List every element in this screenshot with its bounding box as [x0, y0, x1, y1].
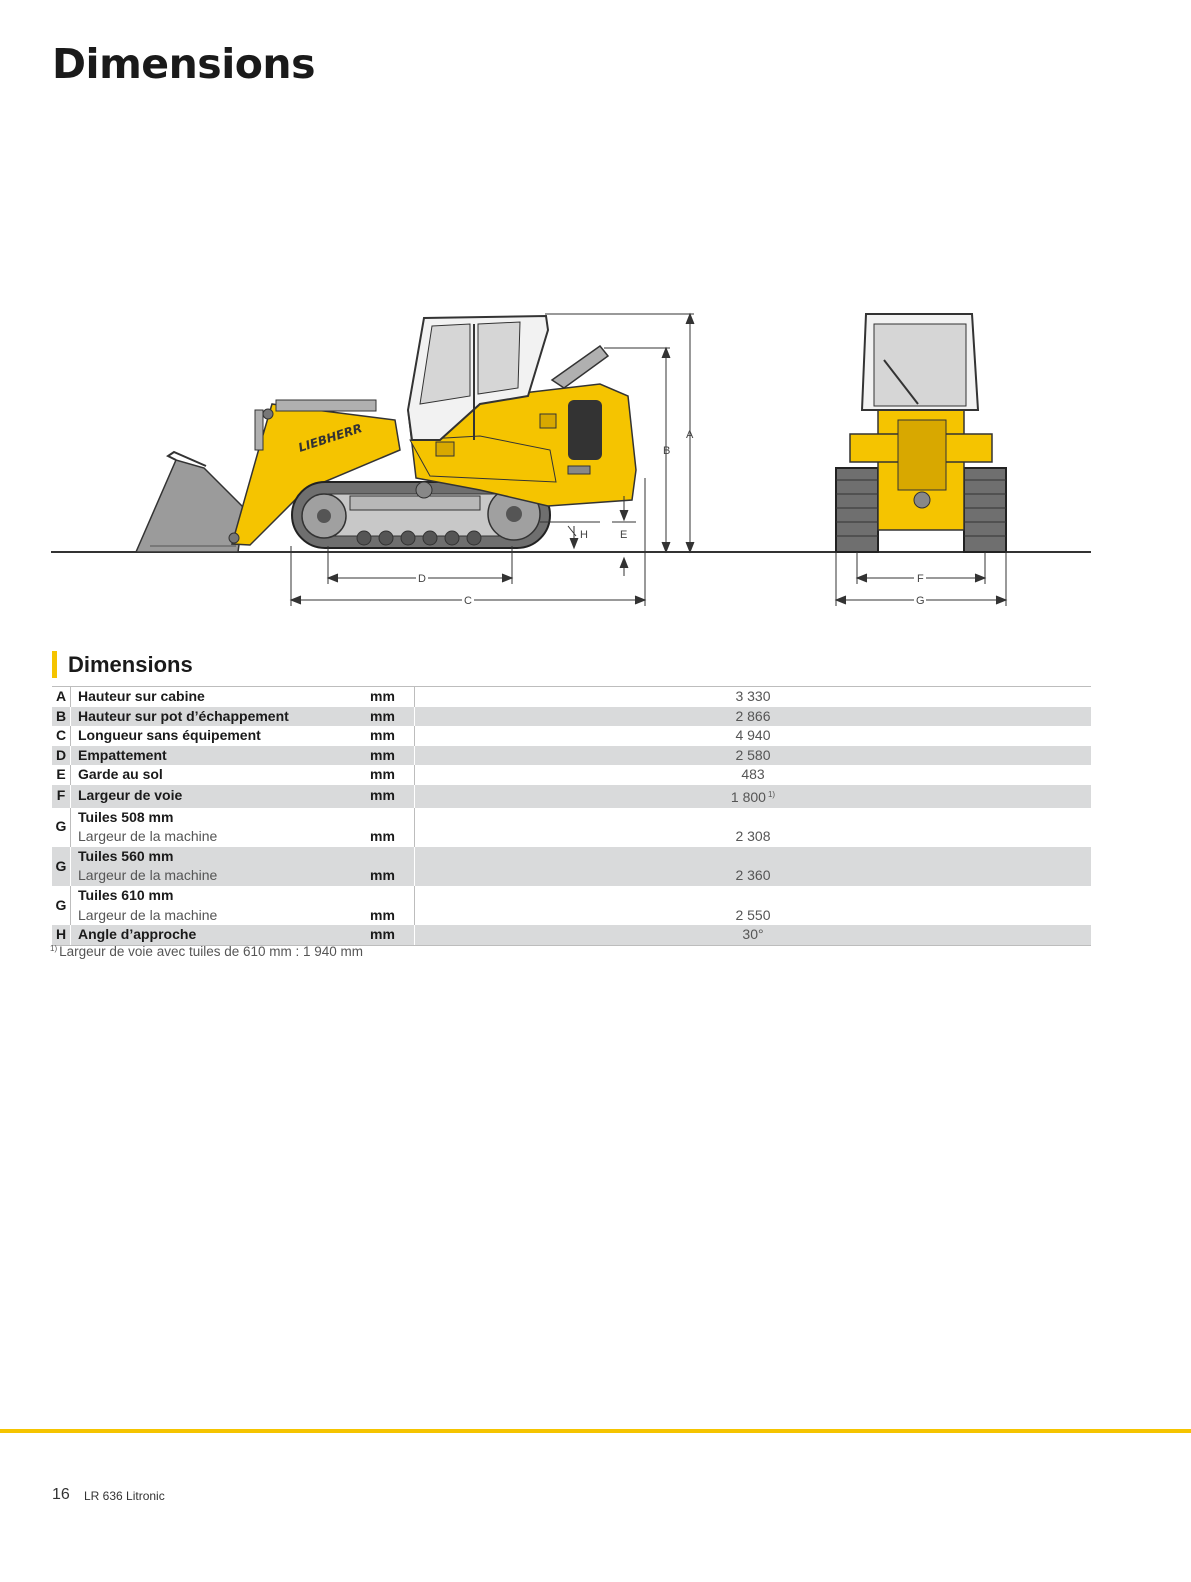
dim-letter-e: E — [620, 529, 628, 541]
row-code: A — [52, 687, 71, 707]
left-track — [836, 468, 878, 552]
row-code: C — [52, 726, 71, 746]
row-value: 2 580 — [415, 746, 1092, 766]
row-label: Hauteur sur cabine — [78, 688, 205, 704]
table-row — [52, 765, 1091, 785]
row-code: F — [52, 785, 71, 808]
table-row — [52, 707, 1091, 727]
page-title: Dimensions — [52, 40, 316, 88]
row-label-main: Tuiles 508 mm — [78, 808, 174, 825]
row-sublabel: Largeur de la machine — [78, 867, 218, 884]
row-code: D — [52, 746, 71, 766]
row-code: E — [52, 765, 71, 785]
table-row — [52, 785, 1091, 808]
row-code: H — [52, 925, 71, 945]
row-label — [71, 886, 371, 925]
row-value: 3 330 — [735, 688, 771, 704]
row-label: Angle d’approche — [71, 925, 371, 945]
table-row — [52, 746, 1091, 766]
page-number: 16 — [52, 1486, 70, 1503]
dim-letter-h: H — [580, 529, 588, 541]
row-unit: mm — [370, 746, 415, 766]
row-sublabel: Largeur de la machine — [78, 828, 218, 845]
row-unit: mm — [370, 808, 415, 847]
row-unit: mm — [370, 726, 415, 746]
row-unit: mm — [370, 925, 415, 945]
row-code: G — [52, 808, 71, 847]
row-unit: mm — [370, 886, 415, 925]
footnote-ref: 1) — [767, 789, 776, 799]
row-unit: mm — [370, 707, 415, 727]
table-row — [52, 808, 1091, 847]
row-label-main: Tuiles 560 mm — [78, 847, 174, 864]
table-row — [52, 925, 1091, 945]
row-label — [71, 847, 371, 886]
loader-side-view — [136, 316, 636, 552]
row-value: 2 550 — [735, 906, 771, 923]
row-label: Longueur sans équipement — [78, 727, 261, 744]
table-row — [52, 726, 1091, 746]
row-value: 4 940 — [735, 727, 771, 744]
brand-logo-text: LIEBHERR — [296, 421, 364, 455]
row-value: 2 866 — [415, 707, 1092, 727]
footnote — [50, 944, 363, 959]
exhaust-pipe — [552, 346, 608, 388]
dim-letter-d: D — [418, 573, 426, 585]
heading-accent-bar — [52, 651, 57, 678]
row-code: G — [52, 847, 71, 886]
row-value: 30° — [415, 925, 1092, 945]
table-row — [52, 886, 1091, 925]
footer-rule — [0, 1429, 1191, 1433]
footer-product-name: LR 636 Litronic — [84, 1489, 165, 1503]
row-code: G — [52, 886, 71, 925]
row-unit: mm — [370, 765, 415, 785]
row-label: Empattement — [71, 746, 371, 766]
dimension-drawing — [0, 300, 1191, 620]
row-value — [415, 785, 1092, 808]
row-value: 483 — [741, 766, 765, 783]
row-sublabel: Largeur de la machine — [78, 906, 218, 923]
dim-letter-a: A — [686, 429, 694, 441]
row-unit: mm — [370, 687, 415, 707]
bucket-shape — [136, 460, 244, 552]
table-row — [52, 847, 1091, 886]
row-value: 2 308 — [735, 828, 771, 845]
right-track — [964, 468, 1006, 552]
table-heading: Dimensions — [68, 652, 193, 677]
row-value: 2 360 — [415, 847, 1092, 886]
row-label — [71, 808, 371, 847]
dim-letter-g: G — [916, 595, 925, 607]
footnote-text: Largeur de voie avec tuiles de 610 mm : 1 940 mm — [59, 944, 364, 959]
dim-letter-b: B — [663, 445, 671, 457]
dim-letter-f: F — [917, 573, 924, 585]
footnote-mark: 1) — [50, 944, 58, 953]
row-code: B — [52, 707, 71, 727]
row-label: Garde au sol — [78, 766, 163, 783]
dim-letter-c: C — [464, 595, 472, 607]
row-label: Hauteur sur pot d’échappement — [71, 707, 371, 727]
row-label-main: Tuiles 610 mm — [78, 886, 174, 903]
table-row — [52, 687, 1091, 707]
row-unit: mm — [370, 847, 415, 886]
loader-front-view — [836, 314, 1006, 552]
dimensions-table — [52, 686, 1091, 946]
row-label: Largeur de voie — [71, 785, 371, 808]
row-unit: mm — [370, 785, 415, 808]
value-text: 1 800 — [730, 788, 766, 805]
